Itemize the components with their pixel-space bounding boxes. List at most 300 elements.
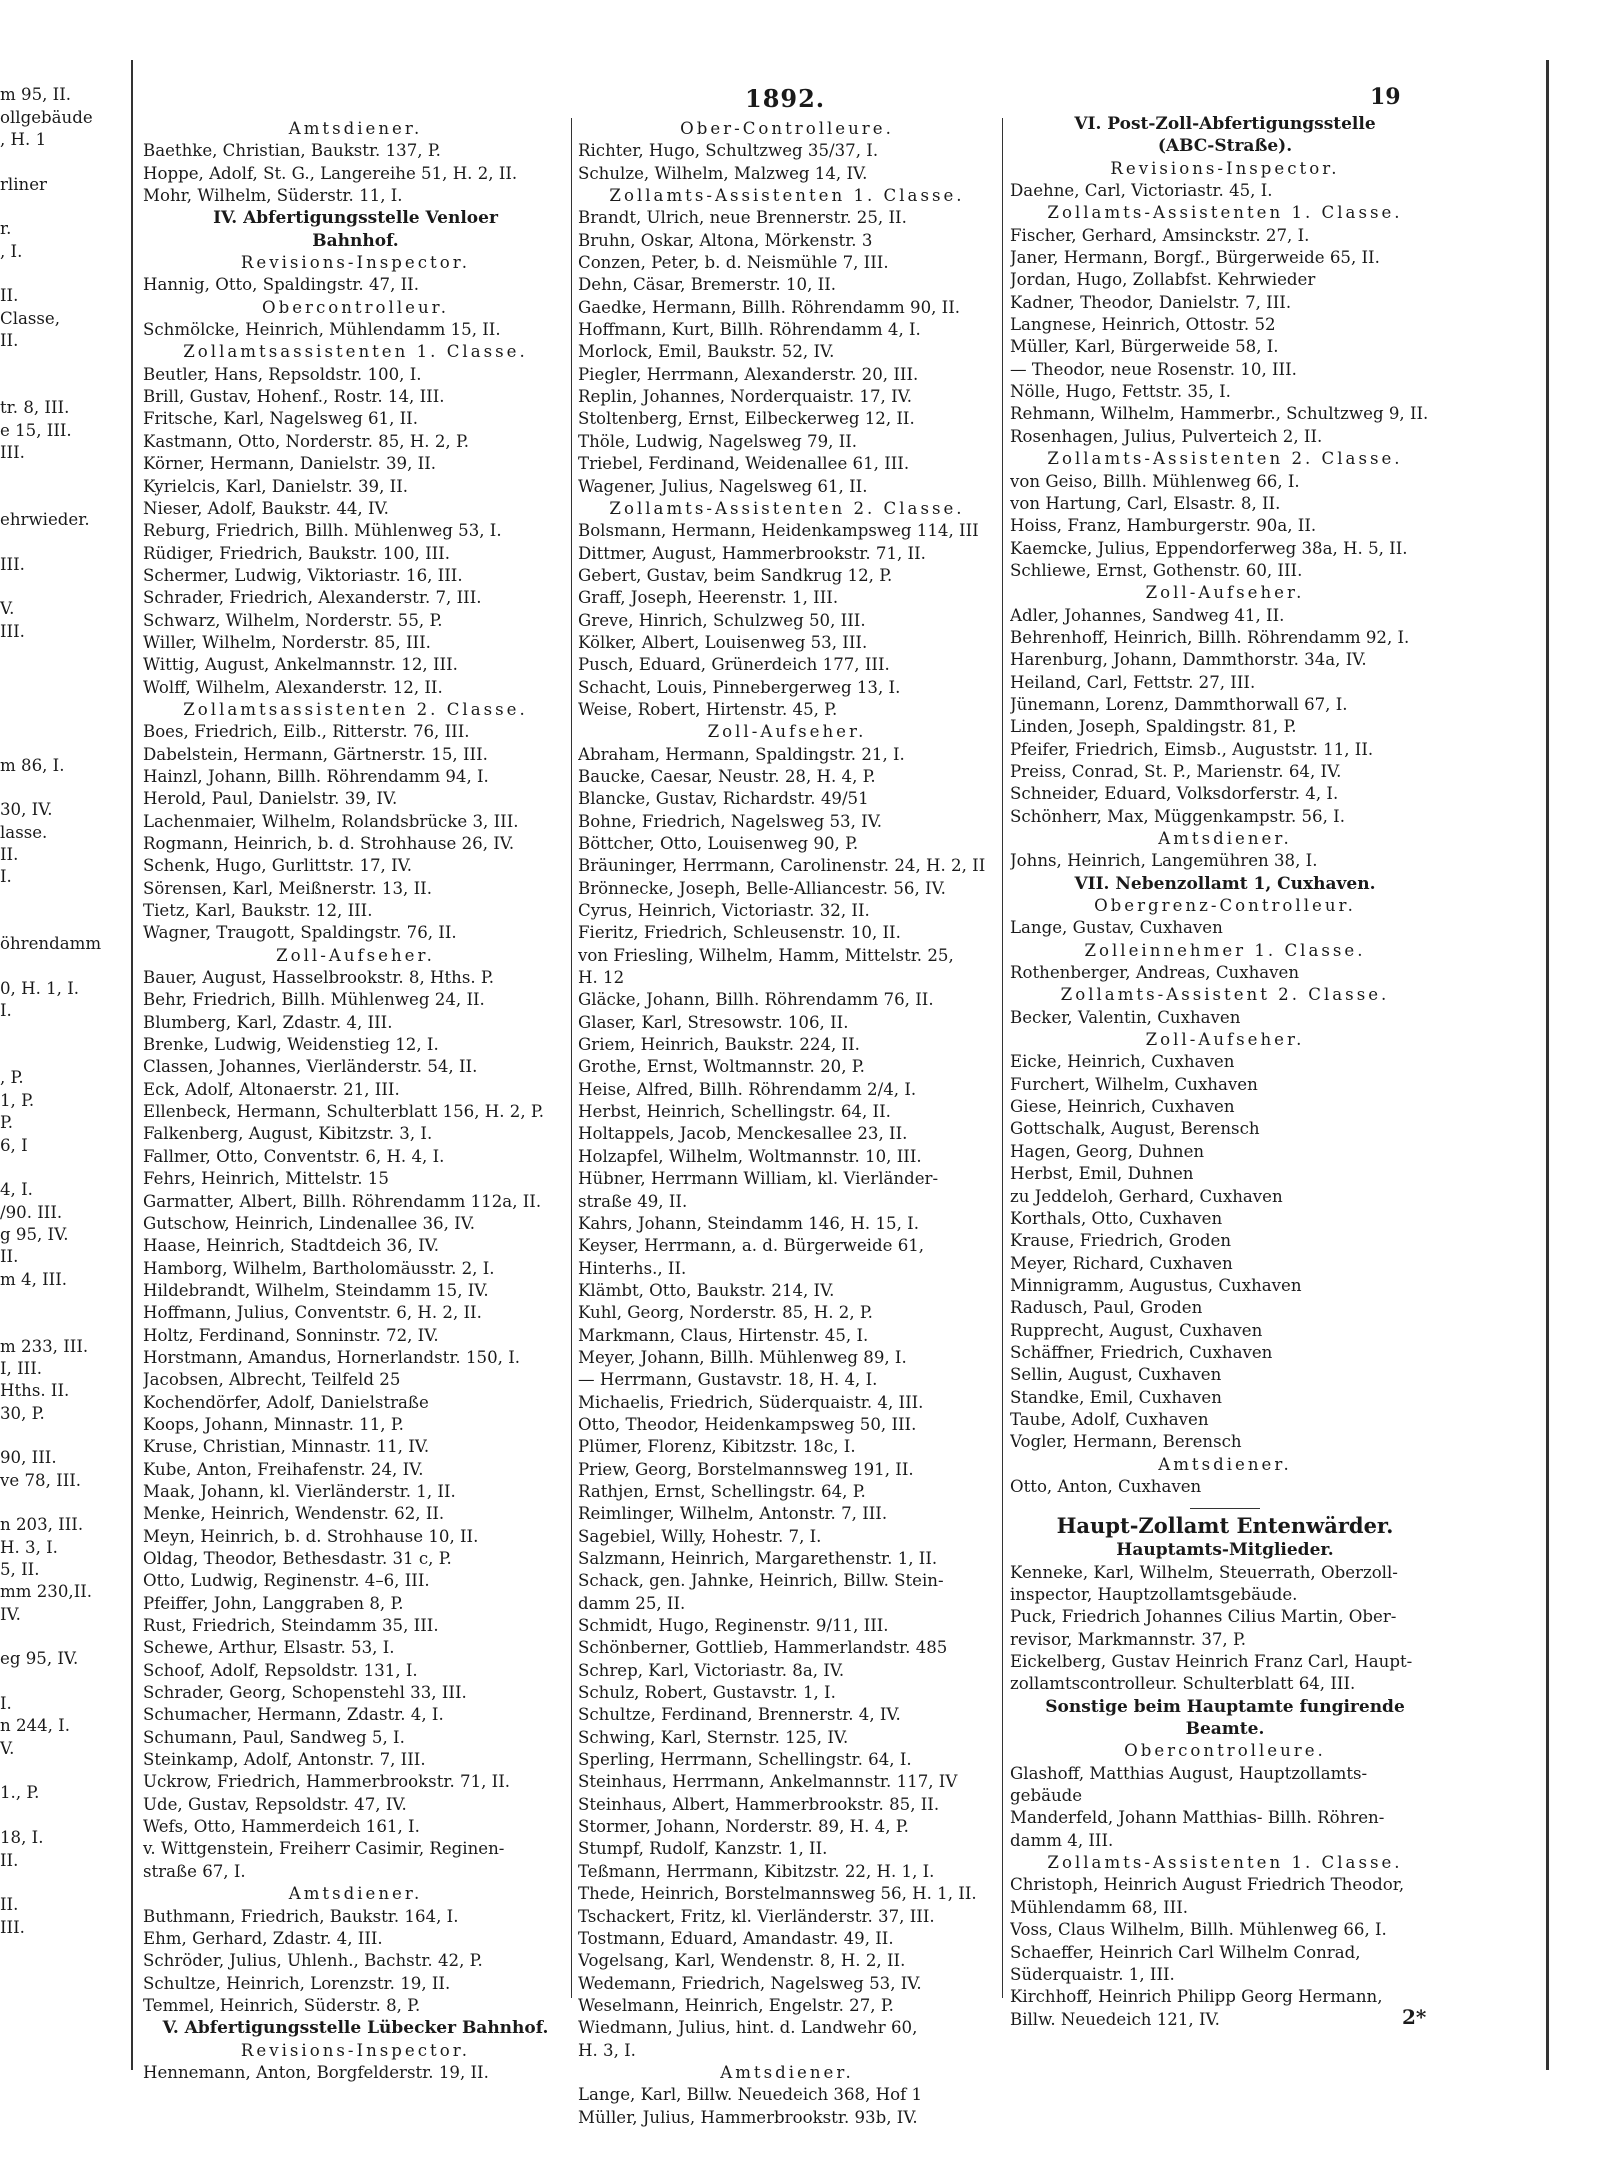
rank-heading: Zoll-Aufseher. (1145, 583, 1305, 603)
entry-line: Kuhl, Georg, Norderstr. 85, H. 2, P. (578, 1303, 873, 1323)
cropped-line (0, 196, 120, 218)
entry-line: Kirchhoff, Heinrich Philipp Georg Hermann, (1010, 1987, 1383, 2007)
cropped-line (0, 576, 120, 598)
entry-line: Stormer, Johann, Norderstr. 89, H. 4, P. (578, 1817, 909, 1837)
column-1 (143, 118, 568, 2084)
column-2 (578, 118, 996, 2129)
entry-line: Gaedke, Hermann, Billh. Röhrendamm 90, II. (578, 297, 961, 317)
entry-line: Kochendörfer, Adolf, Danielstraße (143, 1392, 429, 1412)
cropped-line: IV. (0, 1604, 21, 1624)
entry-line: — Herrmann, Gustavstr. 18, H. 4, I. (578, 1370, 878, 1390)
entry-line: Schulze, Wilhelm, Malzweg 14, IV. (578, 163, 868, 183)
rank-heading: Zollamts-Assistent 2. Classe. (1060, 985, 1390, 1005)
entry-line: Willer, Wilhelm, Norderstr. 85, III. (143, 632, 431, 652)
entry-line: Hinterhs., II. (578, 1258, 687, 1278)
cropped-line (0, 464, 120, 486)
entry-line: Jacobsen, Albrecht, Teilfeld 25 (143, 1370, 401, 1390)
cropped-line: ve 78, III. (0, 1470, 82, 1490)
entry-line: Maak, Johann, kl. Vierländerstr. 1, II. (143, 1481, 456, 1501)
cropped-line: ollgebäude (0, 107, 93, 127)
entry-line: Meyer, Richard, Cuxhaven (1010, 1253, 1233, 1273)
entry-line: Vogelsang, Karl, Wendenstr. 8, H. 2, II. (578, 1951, 906, 1971)
cropped-line: 18, I. (0, 1828, 44, 1848)
entry-line: Brill, Gustav, Hohenf., Rostr. 14, III. (143, 387, 445, 407)
entry-line: Gottschalk, August, Berensch (1010, 1119, 1260, 1139)
cropped-line (0, 375, 120, 397)
entry-line: Brenke, Ludwig, Weidenstieg 12, I. (143, 1035, 439, 1055)
cropped-line: III. (0, 621, 25, 641)
entry-line: Rosenhagen, Julius, Pulverteich 2, II. (1010, 426, 1323, 446)
entry-line: straße 67, I. (143, 1861, 246, 1881)
entry-line: Meyn, Heinrich, b. d. Strohhause 10, II. (143, 1526, 479, 1546)
right-column-rule (1002, 118, 1003, 1998)
entry-line: Schrep, Karl, Victoriastr. 8a, IV. (578, 1660, 845, 1680)
section-heading: Hauptamts-Mitglieder. (1116, 1540, 1334, 1561)
entry-line: Hoiss, Franz, Hamburgerstr. 90a, II. (1010, 516, 1317, 536)
entry-line: Heise, Alfred, Billh. Röhrendamm 2/4, I. (578, 1079, 917, 1099)
entry-line: Wefs, Otto, Hammerdeich 161, I. (143, 1817, 420, 1837)
section-heading: VII. Nebenzollamt 1, Cuxhaven. (1074, 873, 1376, 894)
entry-line: Schwing, Karl, Sternstr. 125, IV. (578, 1727, 849, 1747)
entry-line: Kube, Anton, Freihafenstr. 24, IV. (143, 1459, 424, 1479)
cropped-line: 4, I. (0, 1180, 33, 1200)
entry-line: Jordan, Hugo, Zollabfst. Kehrwieder (1010, 270, 1316, 290)
section-heading: Bahnhof. (312, 230, 399, 251)
entry-line: Schulz, Robert, Gustavstr. 1, I. (578, 1683, 836, 1703)
center-column-rule (571, 118, 572, 1998)
entry-line: Replin, Johannes, Norderquaistr. 17, IV. (578, 387, 913, 407)
entry-line: Adler, Johannes, Sandweg 41, II. (1010, 605, 1285, 625)
entry-line: Wittig, August, Ankelmannstr. 12, III. (143, 655, 458, 675)
entry-line: Graff, Joseph, Heerenstr. 1, III. (578, 588, 839, 608)
entry-line: Stumpf, Rudolf, Kanzstr. 1, II. (578, 1839, 828, 1859)
entry-line: Lange, Gustav, Cuxhaven (1010, 918, 1223, 938)
entry-line: Herbst, Emil, Duhnen (1010, 1164, 1194, 1184)
cropped-line (0, 1492, 120, 1514)
entry-line: Kölker, Albert, Louisenweg 53, III. (578, 632, 868, 652)
entry-line: Korthals, Otto, Cuxhaven (1010, 1208, 1223, 1228)
entry-line: Piegler, Herrmann, Alexanderstr. 20, III. (578, 364, 919, 384)
entry-line: Otto, Anton, Cuxhaven (1010, 1476, 1202, 1496)
entry-line: Rupprecht, August, Cuxhaven (1010, 1320, 1263, 1340)
entry-line: Triebel, Ferdinand, Weidenallee 61, III. (578, 454, 910, 474)
cropped-line: m 233, III. (0, 1336, 89, 1356)
cropped-line: 5, II. (0, 1560, 40, 1580)
cropped-line (0, 665, 120, 687)
cropped-line: I. (0, 1694, 12, 1714)
entry-line: Baucke, Caesar, Neustr. 28, H. 4, P. (578, 766, 876, 786)
entry-line: Hannig, Otto, Spaldingstr. 47, II. (143, 275, 420, 295)
rank-heading: Revisions-Inspector. (240, 253, 471, 273)
rank-heading: Obercontrolleur. (261, 297, 450, 317)
entry-line: Otto, Ludwig, Reginenstr. 4–6, III. (143, 1571, 430, 1591)
rank-heading: Zoll-Aufseher. (1145, 1030, 1305, 1050)
rank-heading: Zollamts-Assistenten 1. Classe. (1047, 203, 1403, 223)
cropped-line: Classe, (0, 308, 61, 328)
entry-line: Steinkamp, Adolf, Antonstr. 7, III. (143, 1750, 426, 1770)
cropped-line: 30, P. (0, 1403, 45, 1423)
cropped-line: 0, H. 1, I. (0, 979, 80, 999)
entry-line: Gläcke, Johann, Billh. Röhrendamm 76, II. (578, 990, 934, 1010)
rank-heading: Zolleinnehmer 1. Classe. (1084, 940, 1366, 960)
rank-heading: Amtsdiener. (1158, 1454, 1292, 1474)
entry-line: Sellin, August, Cuxhaven (1010, 1365, 1222, 1385)
entry-line: Temmel, Heinrich, Süderstr. 8, P. (143, 1995, 421, 2015)
section-heading: Beamte. (1185, 1719, 1265, 1740)
entry-line: Körner, Hermann, Danielstr. 39, II. (143, 454, 437, 474)
section-heading: VI. Post-Zoll-Abfertigungsstelle (1074, 114, 1376, 134)
entry-line: Tietz, Karl, Baukstr. 12, III. (143, 901, 373, 921)
section-heading: IV. Abfertigungsstelle Venloer (213, 208, 498, 229)
entry-line: Schoof, Adolf, Repsoldstr. 131, I. (143, 1660, 418, 1680)
entry-line: Schliewe, Ernst, Gothenstr. 60, III. (1010, 560, 1303, 580)
cropped-line: m 4, III. (0, 1269, 68, 1289)
entry-line: Schönherr, Max, Müggenkampstr. 56, I. (1010, 806, 1345, 826)
cropped-line: II. (0, 1895, 19, 1915)
entry-line: — Theodor, neue Rosenstr. 10, III. (1010, 359, 1297, 379)
page-year: 1892. (745, 84, 826, 113)
entry-line: Hainzl, Johann, Billh. Röhrendamm 94, I. (143, 766, 489, 786)
cropped-line: I, III. (0, 1358, 43, 1378)
entry-line: Giese, Heinrich, Cuxhaven (1010, 1097, 1235, 1117)
entry-line: Bruhn, Oskar, Altona, Mörkenstr. 3 (578, 230, 873, 250)
cropped-line (0, 889, 120, 911)
entry-line: Hamborg, Wilhelm, Bartholomäusstr. 2, I. (143, 1258, 495, 1278)
entry-line: Lachenmaier, Wilhelm, Rolandsbrücke 3, III. (143, 811, 519, 831)
entry-line: Schaeffer, Heinrich Carl Wilhelm Conrad, (1010, 1942, 1361, 1962)
entry-line: Abraham, Hermann, Spaldingstr. 21, I. (578, 744, 905, 764)
entry-line: Rothenberger, Andreas, Cuxhaven (1010, 963, 1300, 983)
cropped-line: r. (0, 219, 12, 239)
entry-line: Boes, Friedrich, Eilb., Ritterstr. 76, III. (143, 722, 470, 742)
entry-line: Rehmann, Wilhelm, Hammerbr., Schultzweg 9, II. (1010, 404, 1429, 424)
entry-line: Eck, Adolf, Altonaerstr. 21, III. (143, 1079, 400, 1099)
entry-line: Wedemann, Friedrich, Nagelsweg 53, IV. (578, 1973, 922, 1993)
signature-mark: 2* (1402, 2005, 1427, 2029)
entry-line: Greve, Hinrich, Schulzweg 50, III. (578, 610, 866, 630)
page-right-rule (1546, 60, 1549, 2070)
entry-line: gebäude (1010, 1786, 1083, 1806)
cropped-line: lasse. (0, 822, 48, 842)
entry-line: Schrader, Friedrich, Alexanderstr. 7, III. (143, 588, 482, 608)
cropped-line: , P. (0, 1068, 24, 1088)
entry-line: Radusch, Paul, Groden (1010, 1298, 1203, 1318)
entry-line: Heiland, Carl, Fettstr. 27, III. (1010, 672, 1256, 692)
entry-line: Griem, Heinrich, Baukstr. 224, II. (578, 1035, 860, 1055)
entry-line: Billw. Neuedeich 121, IV. (1010, 2009, 1220, 2029)
cropped-line (0, 487, 120, 509)
cropped-line (0, 1805, 120, 1827)
rank-heading: Zoll-Aufseher. (707, 722, 867, 742)
entry-line: Vogler, Hermann, Berensch (1010, 1432, 1242, 1452)
cropped-line (0, 1157, 120, 1179)
section-heading: (ABC-Straße). (1157, 136, 1293, 157)
entry-line: Glaser, Karl, Stresowstr. 106, II. (578, 1012, 849, 1032)
cropped-line: ehrwieder. (0, 509, 90, 529)
entry-line: Schrader, Georg, Schopenstehl 33, III. (143, 1683, 467, 1703)
cropped-line (0, 710, 120, 732)
entry-line: v. Wittgenstein, Freiherr Casimir, Reginen- (143, 1839, 505, 1859)
cropped-line: 30, IV. (0, 800, 53, 820)
entry-line: Klämbt, Otto, Baukstr. 214, IV. (578, 1280, 835, 1300)
entry-line: Holtz, Ferdinand, Sonninstr. 72, IV. (143, 1325, 439, 1345)
cropped-line: H. 3, I. (0, 1537, 58, 1557)
entry-line: Richter, Hugo, Schultzweg 35/37, I. (578, 141, 879, 161)
entry-line: Furchert, Wilhelm, Cuxhaven (1010, 1074, 1258, 1094)
entry-line: Bräuninger, Herrmann, Carolinenstr. 24, H. 2, II (578, 856, 986, 876)
entry-line: Sagebiel, Willy, Hohestr. 7, I. (578, 1526, 822, 1546)
entry-line: Fehrs, Heinrich, Mittelstr. 15 (143, 1169, 389, 1189)
entry-line: Kastmann, Otto, Norderstr. 85, H. 2, P. (143, 431, 470, 451)
cropped-line: V. (0, 1738, 15, 1758)
entry-line: Müller, Julius, Hammerbrookstr. 93b, IV. (578, 2107, 918, 2127)
entry-line: Voss, Claus Wilhelm, Billh. Mühlenweg 66, I. (1010, 1920, 1387, 1940)
entry-line: Schumann, Paul, Sandweg 5, I. (143, 1727, 405, 1747)
entry-line: Weselmann, Heinrich, Engelstr. 27, P. (578, 1995, 894, 2015)
section-heading: Haupt-Zollamt Entenwärder. (1056, 1513, 1394, 1539)
entry-line: Wagener, Julius, Nagelsweg 61, II. (578, 476, 868, 496)
entry-line: Pusch, Eduard, Grünerdeich 177, III. (578, 655, 890, 675)
entry-line: Hildebrandt, Wilhelm, Steindamm 15, IV. (143, 1280, 489, 1300)
entry-line: Eicke, Heinrich, Cuxhaven (1010, 1052, 1235, 1072)
rank-heading: Amtsdiener. (720, 2062, 854, 2082)
entry-line: Holzapfel, Wilhelm, Woltmannstr. 10, III. (578, 1146, 922, 1166)
entry-line: Fischer, Gerhard, Amsinckstr. 27, I. (1010, 225, 1310, 245)
entry-line: Grothe, Ernst, Woltmannstr. 20, P. (578, 1057, 865, 1077)
entry-line: Dittmer, August, Hammerbrookstr. 71, II. (578, 543, 926, 563)
cropped-line: Hths. II. (0, 1381, 70, 1401)
entry-line: Christoph, Heinrich August Friedrich Theodor, (1010, 1875, 1405, 1895)
entry-line: Kaemcke, Julius, Eppendorferweg 38a, H. 5, II. (1010, 538, 1408, 558)
left-page-fragment (0, 62, 120, 1939)
section-heading: Sonstige beim Hauptamte fungirende (1045, 1696, 1405, 1717)
entry-line: Schenk, Hugo, Gurlittstr. 17, IV. (143, 856, 413, 876)
cropped-line: e 15, III. (0, 420, 72, 440)
entry-line: Kahrs, Johann, Steindamm 146, H. 15, I. (578, 1213, 919, 1233)
cropped-line: m 95, II. (0, 85, 72, 105)
rank-heading: Ober-Controlleure. (680, 119, 894, 138)
entry-line: Brönnecke, Joseph, Belle-Alliancestr. 56, IV. (578, 878, 946, 898)
entry-line: Markmann, Claus, Hirtenstr. 45, I. (578, 1325, 869, 1345)
cropped-line (0, 1291, 120, 1313)
rank-heading: Revisions-Inspector. (240, 2040, 471, 2060)
rank-heading: Revisions-Inspector. (1110, 158, 1340, 178)
entry-line: Schmölcke, Heinrich, Mühlendamm 15, II. (143, 320, 501, 340)
entry-line: Keyser, Herrmann, a. d. Bürgerweide 61, (578, 1236, 925, 1256)
entry-line: Steinhaus, Albert, Hammerbrookstr. 85, II. (578, 1794, 940, 1814)
cropped-line: eg 95, IV. (0, 1649, 79, 1669)
entry-line: Wolff, Wilhelm, Alexanderstr. 12, II. (143, 677, 443, 697)
entry-line: zollamtscontrolleur. Schulterblatt 64, III. (1010, 1674, 1356, 1694)
entry-line: Schacht, Louis, Pinnebergerweg 13, I. (578, 677, 901, 697)
cropped-line (0, 732, 120, 754)
entry-line: Kruse, Christian, Minnastr. 11, IV. (143, 1437, 430, 1457)
cropped-line: /90. III. (0, 1202, 63, 1222)
entry-line: Weise, Robert, Hirtenstr. 45, P. (578, 699, 838, 719)
rank-heading: Obergrenz-Controlleur. (1094, 896, 1356, 916)
cropped-line (0, 643, 120, 665)
entry-line: Langnese, Heinrich, Ottostr. 52 (1010, 315, 1276, 335)
cropped-line: II. (0, 331, 19, 351)
entry-line: Wagner, Traugott, Spaldingstr. 76, II. (143, 923, 457, 943)
entry-line: Ellenbeck, Hermann, Schulterblatt 156, H. 2, P. (143, 1102, 544, 1122)
entry-line: Brandt, Ulrich, neue Brennerstr. 25, II. (578, 208, 907, 228)
entry-line: Daehne, Carl, Victoriastr. 45, I. (1010, 181, 1273, 201)
entry-line: Classen, Johannes, Vierländerstr. 54, II. (143, 1057, 478, 1077)
entry-line: von Geiso, Billh. Mühlenweg 66, I. (1010, 471, 1300, 491)
entry-line: Tostmann, Eduard, Amandastr. 49, II. (578, 1928, 894, 1948)
rank-heading: Obercontrolleure. (1124, 1741, 1326, 1761)
entry-line: Hübner, Herrmann William, kl. Vierländer- (578, 1169, 939, 1189)
cropped-line: III. (0, 554, 25, 574)
entry-line: Beutler, Hans, Repsoldstr. 100, I. (143, 364, 422, 384)
entry-line: Cyrus, Heinrich, Victoriastr. 32, II. (578, 901, 870, 921)
entry-line: Salzmann, Heinrich, Margarethenstr. 1, II. (578, 1549, 938, 1568)
entry-line: Hagen, Georg, Duhnen (1010, 1141, 1205, 1161)
entry-line: Kadner, Theodor, Danielstr. 7, III. (1010, 292, 1292, 312)
entry-line: Rust, Friedrich, Steindamm 35, III. (143, 1616, 439, 1636)
entry-line: Schack, gen. Jahnke, Heinrich, Billw. Stein- (578, 1571, 944, 1591)
entry-line: Stoltenberg, Ernst, Eilbeckerweg 12, II. (578, 409, 915, 429)
column-3 (1010, 113, 1440, 2031)
entry-line: Gebert, Gustav, beim Sandkrug 12, P. (578, 565, 893, 585)
cropped-line: 1., P. (0, 1783, 40, 1803)
cropped-line (0, 911, 120, 933)
entry-line: Garmatter, Albert, Billh. Röhrendamm 112a, II. (143, 1191, 542, 1211)
cropped-line: III. (0, 1917, 25, 1937)
entry-line: Blancke, Gustav, Richardstr. 49/51 (578, 789, 869, 809)
cropped-line: II. (0, 1247, 19, 1267)
entry-line: Dabelstein, Hermann, Gärtnerstr. 15, III. (143, 744, 488, 764)
cropped-line (0, 1760, 120, 1782)
entry-line: Johns, Heinrich, Langemühren 38, I. (1010, 851, 1318, 871)
entry-line: Kenneke, Karl, Wilhelm, Steuerrath, Oberzoll- (1010, 1562, 1398, 1582)
entry-line: revisor, Markmannstr. 37, P. (1010, 1629, 1247, 1649)
entry-line: Reimlinger, Wilhelm, Antonstr. 7, III. (578, 1504, 888, 1524)
cropped-line (0, 777, 120, 799)
entry-line: Thede, Heinrich, Borstelmannsweg 56, H. 1, II. (578, 1884, 977, 1904)
entry-line: Morlock, Emil, Baukstr. 52, IV. (578, 342, 835, 362)
entry-line: Taube, Adolf, Cuxhaven (1010, 1409, 1209, 1429)
cropped-line (0, 151, 120, 173)
entry-line: Ude, Gustav, Repsoldstr. 47, IV. (143, 1794, 407, 1814)
rank-heading: Zollamts-Assistenten 2. Classe. (1047, 449, 1403, 469)
cropped-line (0, 1872, 120, 1894)
entry-line: Hoffmann, Kurt, Billh. Röhrendamm 4, I. (578, 320, 921, 340)
entry-line: Priew, Georg, Borstelmannsweg 191, II. (578, 1459, 914, 1479)
page-number: 19 (1370, 84, 1401, 110)
entry-line: Menke, Heinrich, Wendenstr. 62, II. (143, 1504, 445, 1524)
entry-line: Tschackert, Fritz, kl. Vierländerstr. 37, III. (578, 1906, 935, 1926)
entry-line: von Friesling, Wilhelm, Hamm, Mittelstr. 25, (578, 945, 954, 965)
cropped-line (0, 352, 120, 374)
entry-line: Baethke, Christian, Baukstr. 137, P. (143, 141, 441, 161)
entry-line: Fallmer, Otto, Conventstr. 6, H. 4, I. (143, 1146, 445, 1166)
left-column-rule (131, 60, 133, 2070)
entry-line: Hennemann, Anton, Borgfelderstr. 19, II. (143, 2062, 489, 2082)
entry-line: inspector, Hauptzollamtsgebäude. (1010, 1585, 1298, 1604)
cropped-line: V. (0, 599, 15, 619)
entry-line: Harenburg, Johann, Dammthorstr. 34a, IV. (1010, 650, 1367, 670)
entry-line: von Hartung, Carl, Elsastr. 8, II. (1010, 493, 1281, 513)
entry-line: H. 3, I. (578, 2040, 636, 2060)
entry-line: Preiss, Conrad, St. P., Marienstr. 64, IV. (1010, 761, 1342, 781)
entry-line: Müller, Karl, Bürgerweide 58, I. (1010, 337, 1279, 357)
entry-line: Schultze, Heinrich, Lorenzstr. 19, II. (143, 1973, 451, 1993)
entry-line: Sörensen, Karl, Meißnerstr. 13, II. (143, 878, 432, 898)
entry-line: Uckrow, Friedrich, Hammerbrookstr. 71, II. (143, 1772, 511, 1792)
entry-line: Bolsmann, Hermann, Heidenkampsweg 114, III (578, 521, 979, 541)
entry-line: Rogmann, Heinrich, b. d. Strohhause 26, IV. (143, 834, 515, 853)
entry-line: Lange, Karl, Billw. Neuedeich 368, Hof 1 (578, 2085, 923, 2105)
entry-line: Falkenberg, August, Kibitzstr. 3, I. (143, 1124, 433, 1144)
entry-line: Schumacher, Hermann, Zdastr. 4, I. (143, 1705, 444, 1725)
entry-line: Hoffmann, Julius, Conventstr. 6, H. 2, II. (143, 1303, 482, 1323)
cropped-line (0, 956, 120, 978)
entry-line: Otto, Theodor, Heidenkampsweg 50, III. (578, 1414, 917, 1434)
entry-line: Reburg, Friedrich, Billh. Mühlenweg 53, I. (143, 521, 502, 541)
cropped-line: I. (0, 1001, 12, 1021)
rank-heading: Amtsdiener. (1158, 829, 1292, 848)
entry-line: Manderfeld, Johann Matthias- Billh. Röhren- (1010, 1808, 1385, 1828)
rank-heading: Zollamtsassistenten 2. Classe. (183, 699, 528, 719)
entry-line: Schultze, Ferdinand, Brennerstr. 4, IV. (578, 1705, 901, 1725)
section-divider (1190, 1508, 1260, 1509)
entry-line: Minnigramm, Augustus, Cuxhaven (1010, 1275, 1302, 1295)
cropped-line: II. (0, 845, 19, 865)
entry-line: Plümer, Florenz, Kibitzstr. 18c, I. (578, 1437, 856, 1457)
entry-line: Holtappels, Jacob, Menckesallee 23, II. (578, 1124, 908, 1144)
entry-line: Behr, Friedrich, Billh. Mühlenweg 24, II. (143, 990, 485, 1010)
entry-line: Glashoff, Matthias August, Hauptzollamts- (1010, 1763, 1368, 1783)
entry-line: Süderquaistr. 1, III. (1010, 1964, 1175, 1984)
cropped-line: III. (0, 442, 25, 462)
entry-line: Thöle, Ludwig, Nagelsweg 79, II. (578, 431, 858, 451)
cropped-line (0, 1023, 120, 1045)
entry-line: Bauer, August, Hasselbrookstr. 8, Hths. P. (143, 968, 494, 988)
rank-heading: Zollamts-Assistenten 1. Classe. (1047, 1853, 1403, 1873)
cropped-line: n 203, III. (0, 1515, 84, 1535)
cropped-line: tr. 8, III. (0, 398, 70, 418)
cropped-line (0, 1425, 120, 1447)
cropped-line: m 86, I. (0, 755, 65, 775)
cropped-line: I. (0, 867, 12, 887)
entry-line: Mohr, Wilhelm, Süderstr. 11, I. (143, 186, 403, 206)
entry-line: Michaelis, Friedrich, Süderquaistr. 4, III. (578, 1392, 924, 1412)
entry-line: Schneider, Eduard, Volksdorferstr. 4, I. (1010, 784, 1339, 804)
entry-line: Teßmann, Herrmann, Kibitzstr. 22, H. 1, I. (578, 1861, 935, 1881)
entry-line: Behrenhoff, Heinrich, Billh. Röhrendamm 92, I. (1010, 627, 1410, 647)
cropped-line (0, 688, 120, 710)
entry-line: Schermer, Ludwig, Viktoriastr. 16, III. (143, 565, 463, 585)
rank-heading: Zollamts-Assistenten 2. Classe. (609, 498, 965, 518)
entry-line: Dehn, Cäsar, Bremerstr. 10, II. (578, 275, 837, 295)
entry-line: Schröder, Julius, Uhlenh., Bachstr. 42, P. (143, 1951, 483, 1971)
entry-line: Schwarz, Wilhelm, Norderstr. 55, P. (143, 610, 443, 630)
cropped-line: n 244, I. (0, 1716, 71, 1736)
entry-line: Nieser, Adolf, Baukstr. 44, IV. (143, 498, 389, 518)
cropped-line: , I. (0, 241, 23, 261)
entry-line: Schönberner, Gottlieb, Hammerlandstr. 485 (578, 1638, 948, 1658)
cropped-line (0, 263, 120, 285)
entry-line: Jünemann, Lorenz, Dammthorwall 67, I. (1010, 694, 1348, 714)
entry-line: Schewe, Arthur, Elsastr. 53, I. (143, 1638, 395, 1658)
entry-line: Ehm, Gerhard, Zdastr. 4, III. (143, 1928, 383, 1948)
rank-heading: Zollamtsassistenten 1. Classe. (183, 342, 528, 362)
cropped-line (0, 62, 120, 84)
entry-line: Meyer, Johann, Billh. Mühlenweg 89, I. (578, 1347, 907, 1367)
entry-line: Puck, Friedrich Johannes Cilius Martin, Ober- (1010, 1607, 1397, 1627)
